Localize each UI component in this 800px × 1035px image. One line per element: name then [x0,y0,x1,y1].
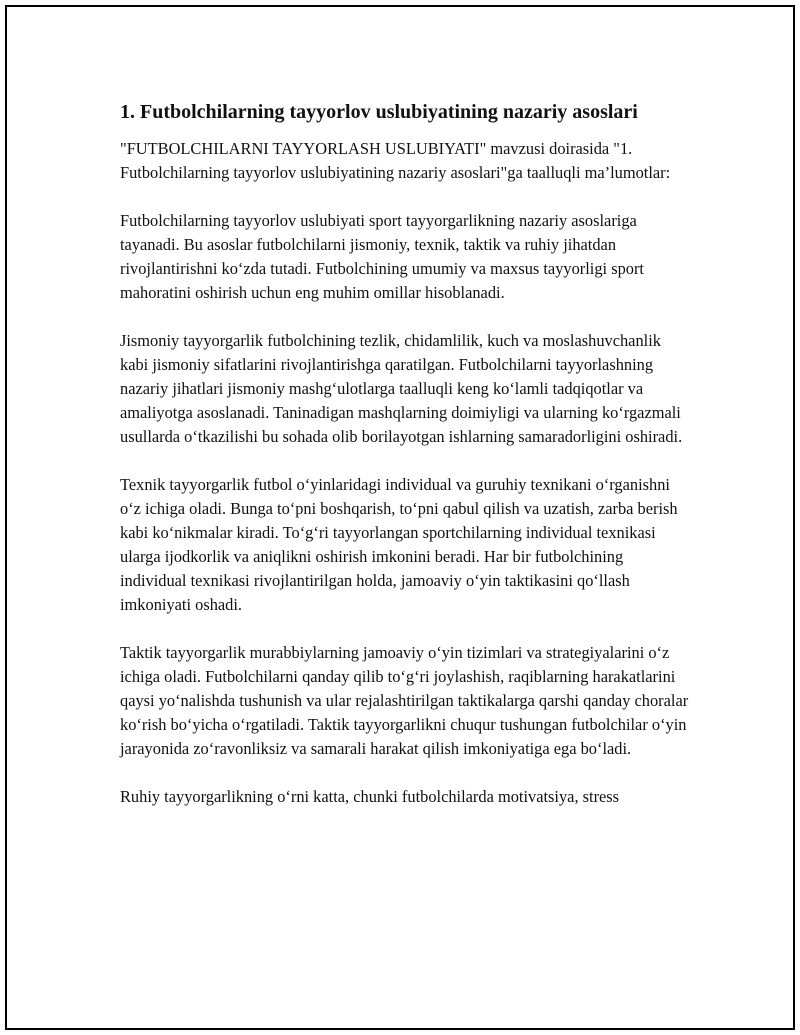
paragraph-tactical-training: Taktik tayyorgarlik murabbiylarning jamoaviy o‘yin tizimlari va strategiyalarini o‘z ichiga oladi. Futbolchilarni qanday qilib to‘g‘ri joylashish, raqiblarning harakatlarini qaysi yo‘nalishda tushunish va ular rejalashtirilgan taktikalarga qarshi qanday choralar ko‘rish bo‘yicha o‘rgatiladi. Taktik tayyorgarlikni chuqur tushungan futbolchilar o‘yin jarayonida zo‘ravonliksiz va samarali harakat qilish imkoniyatiga ega bo‘ladi. [120,643,689,758]
paragraph-technical-training: Texnik tayyorgarlik futbol o‘yinlaridagi individual va guruhiy texnikani o‘rganishni o‘z ichiga oladi. Bunga to‘pni boshqarish, to‘pni qabul qilish va uzatish, zarba berish kabi ko‘nikmalar kiradi. To‘g‘ri tayyorlangan sportchilarning individual texnikasi ularga ijodkorlik va aniqlikni oshirish imkonini beradi. Har bir futbolchining individual texnikasi rivojlantirilgan holda, jamoaviy o‘yin taktikasini qo‘llash imkoniyati oshadi. [120,475,678,614]
document-page [5,5,795,1030]
paragraph-mental-training: Ruhiy tayyorgarlikning o‘rni katta, chunki futbolchilarda motivatsiya, stress [120,787,620,806]
paragraph-physical-training: Jismoniy tayyorgarlik futbolchining tezlik, chidamlilik, kuch va moslashuvchanlik kabi jismoniy sifatlarini rivojlantirishga qaratilgan. Futbolchilarni tayyorlashning nazariy jihatlari jismoniy mashg‘ulotlarga taalluqli keng ko‘lamli tadqiqotlar va amaliyotga asoslanadi. Taninadigan mashqlarning doimiyligi va ularning ko‘rgazmali usullarda o‘tkazilishi bu sohada olib borilayotgan ishlarning samaradorligini oshiradi. [120,331,683,446]
paragraph-overview: Futbolchilarning tayyorlov uslubiyati sport tayyorgarlikning nazariy asoslariga tayanadi. Bu asoslar futbolchilarni jismoniy, texnik, taktik va ruhiy jihatdan rivojlantirishni ko‘zda tutadi. Futbolchining umumiy va maxsus tayyorligi sport mahoratini oshirish uchun eng muhim omillar hisoblanadi. [120,211,644,302]
intro-paragraph: "FUTBOLCHILARNI TAYYORLASH USLUBIYATI" mavzusi doirasida "1. Futbolchilarning tayyorlov uslubiyatining nazariy asoslari"ga taalluqli ma’lumotlar: [120,139,671,182]
document-body [120,99,690,833]
document-title: 1. Futbolchilarning tayyorlov uslubiyatining nazariy asoslari [120,101,638,123]
